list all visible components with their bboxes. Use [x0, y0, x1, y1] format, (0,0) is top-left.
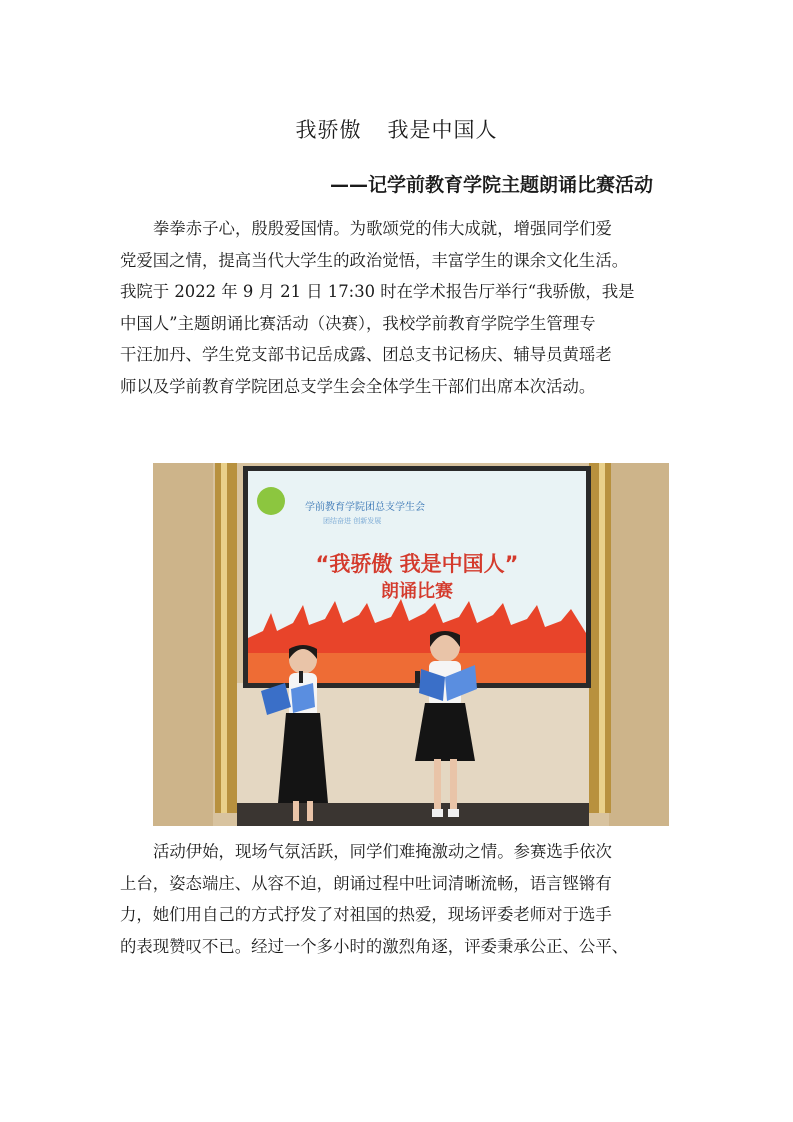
paragraph-2 — [120, 836, 673, 962]
title-part-2: 我是中国人 — [387, 118, 498, 142]
stage-floor — [237, 803, 589, 826]
slide-header: 学前教育学院团总支学生会 — [305, 502, 425, 513]
paragraph-line: 党爱国之情，提高当代大学生的政治觉悟，丰富学生的课余文化生活。 — [120, 250, 629, 270]
gold-pillar-left-shine — [221, 463, 227, 813]
paragraph-line: 干汪加丹、学生党支部书记岳成露、团总支书记杨庆、辅导员黄瑶老 — [120, 345, 612, 364]
wall-panel-left — [153, 463, 213, 826]
paragraph-line: 上台，姿态端庄、从容不迫，朗诵过程中吐词清晰流畅，语言铿锵有 — [120, 873, 612, 893]
page-subtitle: ——记学前教育学院主题朗诵比赛活动 — [330, 174, 654, 196]
slide-subheader: 团结奋进 创新发展 — [323, 517, 382, 525]
event-photo — [153, 463, 669, 826]
slide-title-line-2: 朗诵比赛 — [381, 581, 453, 602]
paragraph-line: 活动伊始，现场气氛活跃，同学们难掩激动之情。参赛选手依次 — [153, 842, 612, 861]
paragraph-line: 的表现赞叹不已。经过一个多小时的激烈角逐，评委秉承公正、公平、 — [120, 936, 629, 956]
paragraph-1 — [120, 213, 673, 402]
slide-logo-icon — [257, 487, 285, 515]
title-part-1: 我骄傲 — [295, 118, 362, 142]
slide-title-line-1: “我骄傲 我是中国人” — [315, 552, 519, 576]
paragraph-line: 力，她们用自己的方式抒发了对祖国的热爱，现场评委老师对于选手 — [120, 905, 612, 924]
gold-pillar-right-shine — [599, 463, 605, 813]
event-photo-illustration — [153, 463, 669, 826]
paragraph-line: 我院于 2022 年 9 月 21 日 17:30 时在学术报告厅举行“我骄傲，我是 — [120, 282, 635, 301]
paragraph-line: 中国人”主题朗诵比赛活动（决赛），我校学前教育学院学生管理专 — [120, 313, 596, 333]
paragraph-line: 拳拳赤子心，殷殷爱国情。为歌颂党的伟大成就，增强同学们爱 — [153, 219, 612, 238]
page-title — [0, 114, 793, 144]
wall-panel-right — [609, 463, 669, 826]
paragraph-line: 师以及学前教育学院团总支学生会全体学生干部们出席本次活动。 — [120, 376, 596, 396]
